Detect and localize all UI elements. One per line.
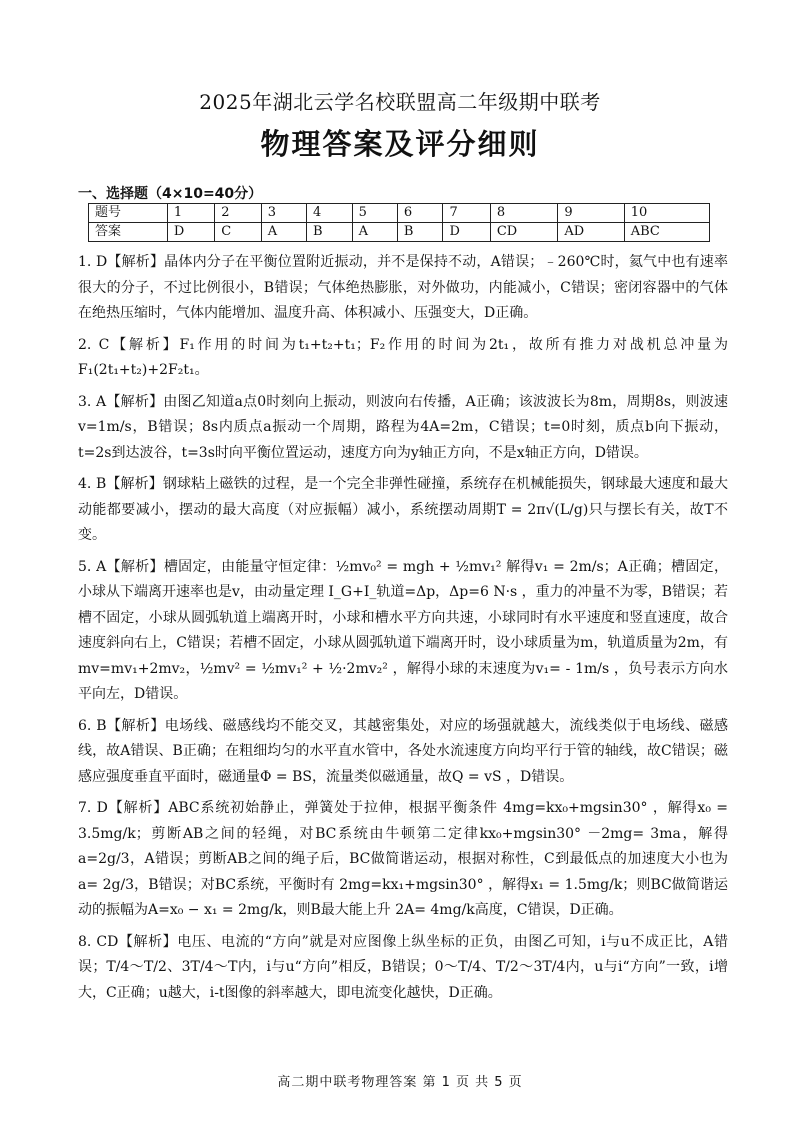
- explanation-6: 6. B【解析】电场线、磁感线均不能交叉，其越密集处，对应的场强就越大，流线类似于电场线、磁感线，故A错误、B正确；在粗细均匀的水平直水管中，各处水流速度方向均平行于管的轴线，故C错误；磁感应强度垂直平面时，磁通量Φ = BS，流量类似磁通量，故Q = vS ，D错误。: [78, 717, 728, 785]
- question-number: 3: [261, 204, 306, 223]
- answer-cell: ABC: [624, 223, 709, 242]
- answer-cell: A: [261, 223, 306, 242]
- question-number: 4: [306, 204, 352, 223]
- table-row: [89, 223, 710, 242]
- answer-cell: D: [167, 223, 214, 242]
- section-heading: 一、选择题（4×10=40分）: [78, 186, 263, 202]
- question-number: 7: [443, 204, 490, 223]
- explanation-4: 4. B【解析】钢球粘上磁铁的过程，是一个完全非弹性碰撞，系统存在机械能损失，钢球最大速度和最大动能都要减小，摆动的最大高度（对应振幅）减小，系统摆动周期T = 2π√(L/g)只与摆长有关，故T不变。: [78, 476, 728, 543]
- answer-cell: AD: [558, 223, 624, 242]
- explanation-1: 1. D【解析】晶体内分子在平衡位置附近振动，并不是保持不动，A错误；﹣260℃时，氦气中也有速率很大的分子，不过比例很小，B错误；气体绝热膨胀，对外做功，内能减小，C错误；密闭容器中的气体在绝热压缩时，气体内能增加、温度升高、体积减小、压强变大，D正确。: [78, 254, 728, 321]
- answer-cell: C: [215, 223, 261, 242]
- explanation-7: 7. D【解析】ABC系统初始静止，弹簧处于拉伸，根据平衡条件 4mg=kx₀+mgsin30° ，解得x₀ = 3.5mg/k；剪断AB之间的轻绳，对BC系统由牛顿第二定律kx₀+mgsin30° －2mg= 3ma，解得 a=2g/3，A错误；剪断AB之间的绳子后，BC做简谐运动，根据对称性，C到最低点的加速度大小也为a= 2g/3，B错误；对BC系统，平衡时有 2mg=kx₁+mgsin30° ，解得x₁ = 1.5mg/k；则BC做简谐运动的振幅为A=x₀ − x₁ = 2mg/k，则B最大能上升 2A= 4mg/k高度，C错误，D正确。: [78, 800, 728, 918]
- answer-cell: D: [443, 223, 490, 242]
- explanations: [78, 250, 728, 1012]
- answer-cell: A: [352, 223, 397, 242]
- answer-cell: B: [306, 223, 352, 242]
- answer-table: [88, 203, 710, 242]
- explanation-8: 8. CD【解析】电压、电流的“方向”就是对应图像上纵坐标的正负，由图乙可知，i与u不成正比，A错误；T/4～T/2、3T/4～T内，i与u“方向”相反，B错误；0～T/4、T/2～3T/4内，u与i“方向”一致，i增大，C正确；u越大，i-t图像的斜率越大，即电流变化越快，D正确。: [78, 933, 728, 1001]
- question-number: 6: [397, 204, 443, 223]
- row-label: 题号: [89, 204, 168, 223]
- answer-cell: B: [397, 223, 443, 242]
- row-label: 答案: [89, 223, 168, 242]
- question-number: 10: [624, 204, 709, 223]
- question-number: 2: [215, 204, 261, 223]
- question-number: 5: [352, 204, 397, 223]
- table-row: [89, 204, 710, 223]
- question-number: 9: [558, 204, 624, 223]
- question-number: 1: [167, 204, 214, 223]
- explanation-3: 3. A【解析】由图乙知道a点0时刻向上振动，则波向右传播，A正确；该波波长为8m，周期8s，则波速v=1m/s，B错误；8s内质点a振动一个周期，路程为4A=2m，C错误；t=0时刻，质点b向下振动，t=2s到达波谷，t=3s时向平衡位置运动，速度方向为y轴正方向，不是x轴正方向，D错误。: [78, 393, 728, 461]
- question-number: 8: [490, 204, 557, 223]
- explanation-5: 5. A【解析】槽固定，由能量守恒定律：½mv₀² = mgh + ½mv₁² 解得v₁ = 2m/s；A正确；槽固定，小球从下端离开速率也是v，由动量定理 I_G+I_轨道=Δp，Δp=6 N·s ，重力的冲量不为零，B错误；若槽不固定，小球从圆弧轨道上端离开时，小球和槽水平方向共速，小球同时有水平速度和竖直速度，故合速度斜向右上，C错误；若槽不固定，小球从圆弧轨道下端离开时，设小球质量为m，轨道质量为2m，有mv=mv₁+2mv₂，½mv² = ½mv₁² + ½·2mv₂² ，解得小球的末速度为v₁= - 1m/s ，负号表示方向水平向左，D错误。: [78, 558, 728, 702]
- page-title: 物理答案及评分细则: [260, 127, 540, 161]
- page-footer: 高二期中联考物理答案 第 1 页 共 5 页: [277, 1075, 523, 1090]
- explanation-2: 2. C【解析】F₁作用的时间为t₁+t₂+t₁；F₂作用的时间为2t₁，故所有推力对战机总冲量为F₁(2t₁+t₂)+2F₂t₁。: [78, 336, 728, 378]
- exam-title: 2025年湖北云学名校联盟高二年级期中联考: [199, 90, 601, 114]
- answer-cell: CD: [490, 223, 557, 242]
